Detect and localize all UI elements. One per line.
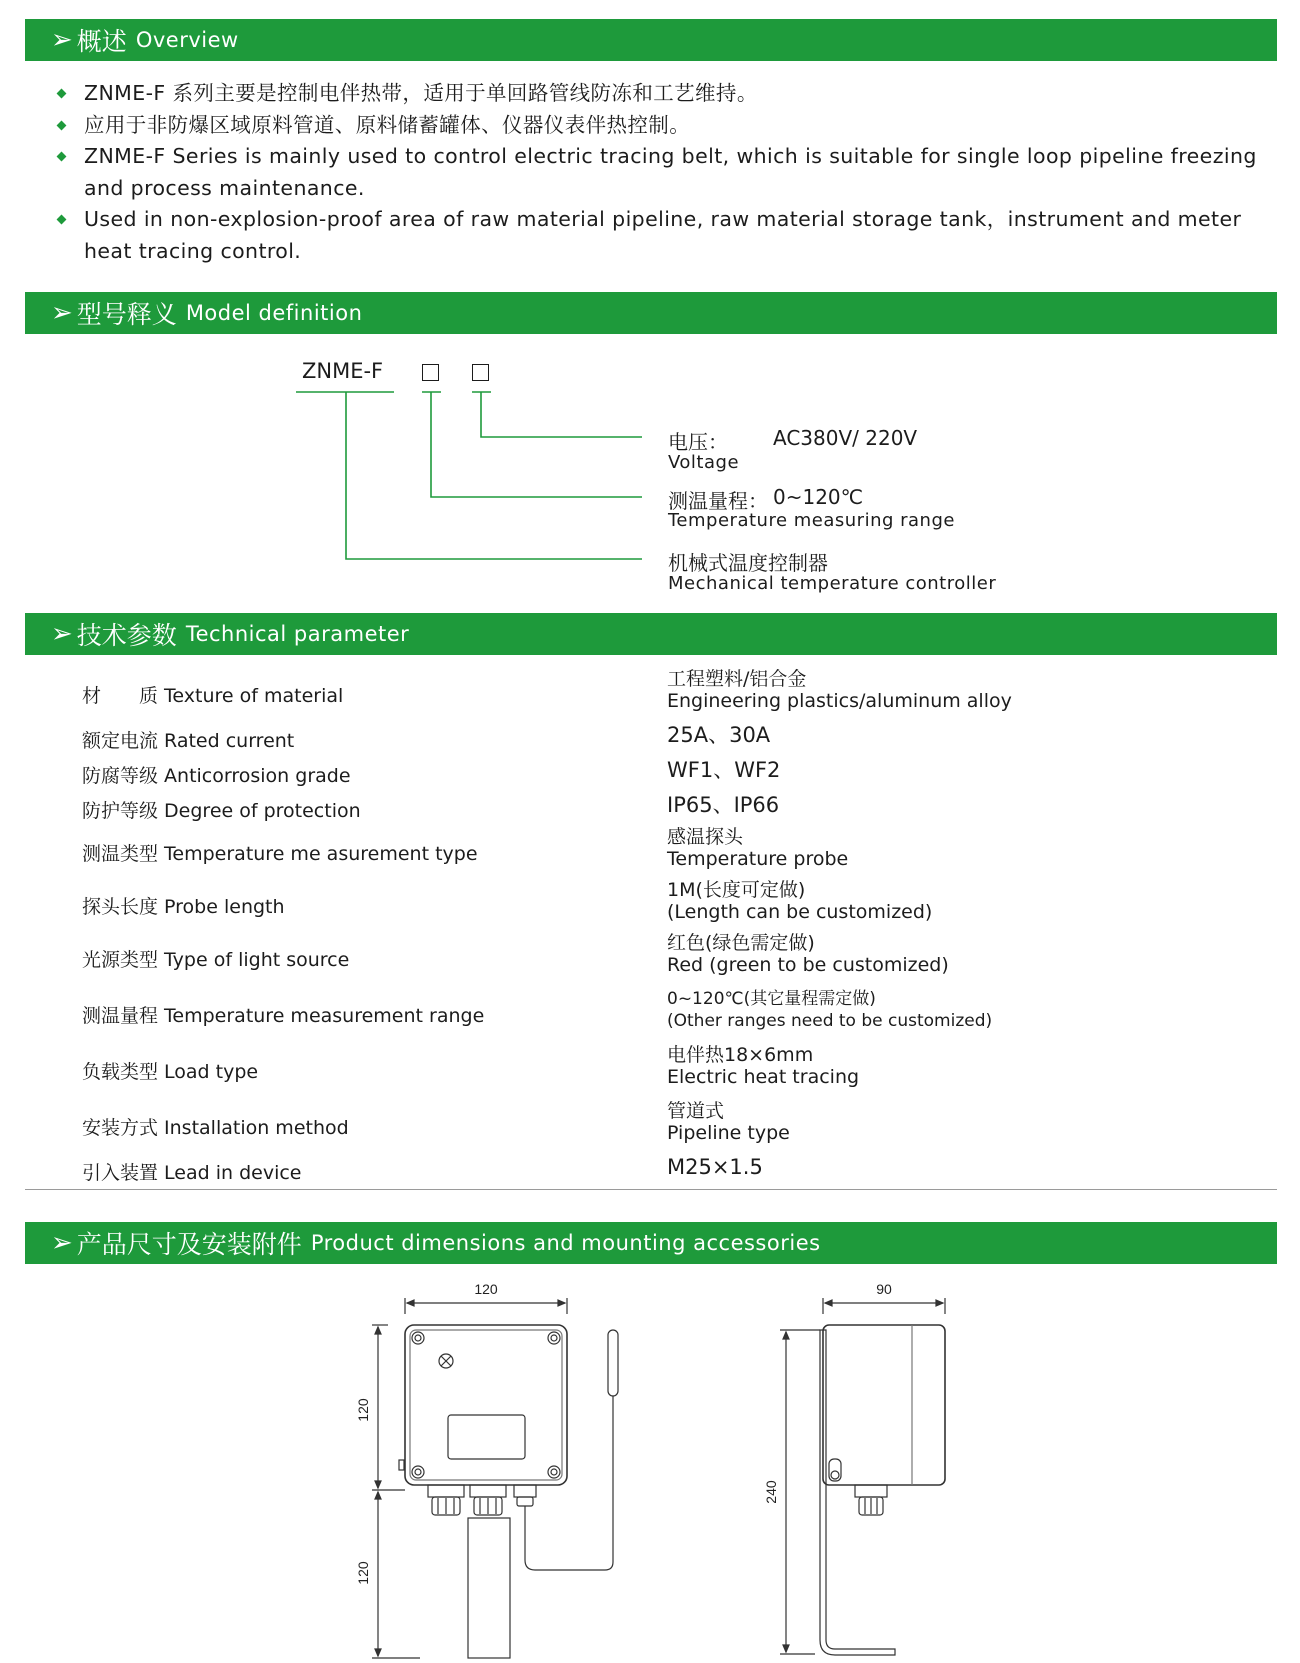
- definition-voltage-label: 电压：: [668, 430, 728, 454]
- param-value: 电伴热18×6mm Electric heat tracing: [667, 1044, 860, 1088]
- param-label: 额定电流 Rated current: [82, 730, 295, 752]
- param-value: 感温探头 Temperature probe: [667, 826, 849, 870]
- cable-gland: [855, 1485, 887, 1497]
- definition-range-value: 0~120℃: [773, 485, 864, 509]
- definition-range-en: Temperature measuring range: [668, 510, 955, 531]
- arrow-right-icon: ➢: [51, 25, 73, 55]
- technical-title-en: Technical parameter: [185, 622, 410, 646]
- list-item: ZNME-F Series is mainly used to control electric tracing belt, which is suitable for single loop pipeline freezing and process maintenance.: [56, 141, 1281, 204]
- param-value: 1M(长度可定做) (Length can be customized): [667, 879, 933, 923]
- cable-gland: [470, 1485, 506, 1497]
- screw-icon: [412, 1466, 424, 1478]
- dimension-label: 240: [763, 1480, 779, 1504]
- param-value: 0~120℃(其它量程需定做) (Other ranges need to be customized): [667, 989, 993, 1031]
- side-screw: [399, 1460, 404, 1470]
- screw-icon: [548, 1332, 560, 1344]
- model-connector-lines: [0, 0, 1300, 620]
- arrow-right-icon: ➢: [51, 619, 73, 649]
- param-label: 测温类型 Temperature me asurement type: [82, 843, 478, 865]
- probe-gland: [514, 1485, 536, 1497]
- param-label: 测温量程 Temperature measurement range: [82, 1005, 485, 1027]
- definition-controller-label: 机械式温度控制器: [668, 551, 828, 575]
- dimensions-title-cn: 产品尺寸及安装附件: [76, 1230, 302, 1259]
- dimensions-title-en: Product dimensions and mounting accessories: [310, 1231, 821, 1255]
- overview-title-cn: 概述: [76, 27, 127, 56]
- param-label: 光源类型 Type of light source: [82, 949, 350, 971]
- list-item: ZNME-F 系列主要是控制电伴热带，适用于单回路管线防冻和工艺维持。: [56, 78, 1281, 110]
- param-value: 工程塑料/铝合金 Engineering plastics/aluminum alloy: [667, 668, 1012, 712]
- dimension-arrow: [407, 1300, 414, 1306]
- param-label: 材 质 Texture of material: [82, 685, 344, 707]
- screw-icon: [548, 1466, 560, 1478]
- dimension-arrow: [375, 1492, 381, 1499]
- list-item: Used in non-explosion-proof area of raw material pipeline, raw material storage tank，instrument and meter heat tracing control.: [56, 204, 1281, 267]
- param-label: 引入装置 Lead in device: [82, 1162, 302, 1184]
- definition-voltage-en: Voltage: [668, 452, 740, 473]
- cable-gland: [428, 1485, 464, 1497]
- dimension-arrow: [375, 1481, 381, 1488]
- dimension-arrow: [558, 1300, 565, 1306]
- param-value: WF1、WF2: [667, 758, 781, 782]
- model-code: ZNME-F: [302, 359, 384, 383]
- dimension-arrow: [375, 1649, 381, 1656]
- model-title-cn: 型号释义: [76, 300, 177, 329]
- definition-voltage-value: AC380V/ 220V: [773, 426, 918, 450]
- overview-title-en: Overview: [135, 28, 239, 52]
- param-value: 25A、30A: [667, 723, 771, 747]
- param-value: 管道式 Pipeline type: [667, 1100, 790, 1144]
- technical-header: [25, 613, 1277, 655]
- product-drawings: [0, 1270, 1300, 1663]
- param-label: 防护等级 Degree of protection: [82, 800, 361, 822]
- param-value: M25×1.5: [667, 1155, 763, 1179]
- dimension-label: 120: [355, 1561, 371, 1585]
- mounting-bracket: [468, 1518, 510, 1658]
- arrow-right-icon: ➢: [51, 298, 73, 328]
- temperature-probe: [608, 1330, 618, 1396]
- side-screw: [829, 1459, 841, 1481]
- enclosure-side: [823, 1325, 945, 1485]
- table-bottom-divider: [25, 1189, 1277, 1190]
- arrow-right-icon: ➢: [51, 1228, 73, 1258]
- technical-title-cn: 技术参数: [76, 621, 177, 650]
- param-value: 红色(绿色需定做) Red (green to be customized): [667, 932, 949, 976]
- label-window: [448, 1415, 525, 1459]
- dimension-arrow: [375, 1327, 381, 1334]
- param-label: 防腐等级 Anticorrosion grade: [82, 765, 351, 787]
- param-label: 探头长度 Probe length: [82, 896, 285, 918]
- screw-icon: [412, 1332, 424, 1344]
- probe-cable: [525, 1396, 613, 1570]
- param-value: IP65、IP66: [667, 793, 780, 817]
- dimension-label: 120: [355, 1398, 371, 1422]
- enclosure-front: [405, 1325, 567, 1485]
- param-label: 安装方式 Installation method: [82, 1117, 349, 1139]
- list-item: 应用于非防爆区域原料管道、原料储蓄罐体、仪器仪表伴热控制。: [56, 110, 1281, 142]
- definition-controller-en: Mechanical temperature controller: [668, 573, 997, 594]
- model-title-en: Model definition: [185, 301, 363, 325]
- param-label: 负载类型 Load type: [82, 1061, 259, 1083]
- dimension-label: 90: [876, 1281, 892, 1297]
- dimensions-header: [25, 1222, 1277, 1264]
- mounting-bracket-side: [820, 1330, 895, 1655]
- dimension-label: 120: [474, 1281, 498, 1297]
- definition-range-label: 测温量程：: [668, 489, 768, 513]
